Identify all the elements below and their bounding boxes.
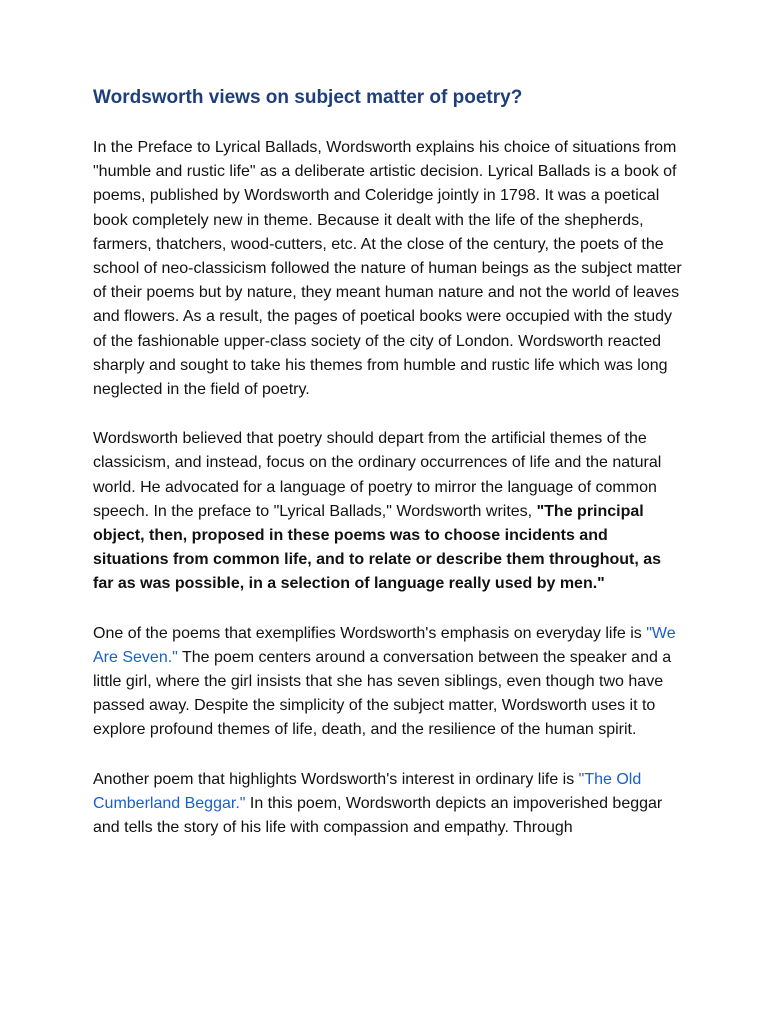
paragraph-preface [93,136,683,402]
paragraph-cumberland-beggar-rest: In this poem, Wordsworth depicts an impoverished beggar and tells the story of his life with compassion and empathy. Through [93,794,663,837]
paragraph-language [93,427,683,596]
paragraph-we-are-seven-intro: One of the poems that exemplifies Wordsworth's emphasis on everyday life is [93,624,647,642]
paragraph-we-are-seven [93,622,683,743]
document-title: Wordsworth views on subject matter of poetry? [93,87,523,108]
paragraph-preface-text: In the Preface to Lyrical Ballads, Wordsworth explains his choice of situations from "humble and rustic life" as a deliberate artistic decision. Lyrical Ballads is a book of poems, published by Wordsworth and Coleridge jointly in 1798. It was a poetical book completely new in theme. Because it dealt with the life of the shepherds, farmers, thatchers, wood-cutters, etc. At the close of the century, the poets of the school of neo-classicism followed the nature of human beings as the subject matter of their poems but by nature, they meant human nature and not the world of leaves and flowers. As a result, the pages of poetical books were occupied with the study of the fashionable upper-class society of the city of London. Wordsworth reacted sharply and sought to take his themes from humble and rustic life which was long neglected in the field of poetry. [93,139,682,399]
paragraph-language-intro: Wordsworth believed that poetry should depart from the artificial themes of the classicism, and instead, focus on the ordinary occurrences of life and the natural world. He advocated for a language of poetry to mirror the language of common speech. In the preface to "Lyrical Ballads," Wordsworth writes, [93,430,662,520]
paragraph-cumberland-beggar-intro: Another poem that highlights Wordsworth's interest in ordinary life is [93,770,579,788]
we-are-seven-link[interactable]: "We Are Seven." [93,624,676,666]
wordsworth-quote: "The principal object, then, proposed in these poems was to choose incidents and situations from common life, and to relate or describe them throughout, as far as was possible, in a selection of language really used by men." [93,502,662,593]
old-cumberland-beggar-link[interactable]: "The Old Cumberland Beggar." [93,770,642,812]
document-page [93,86,683,840]
paragraph-cumberland-beggar [93,768,683,841]
paragraph-we-are-seven-rest: The poem centers around a conversation between the speaker and a little girl, where the girl insists that she has seven siblings, even though two have passed away. Despite the simplicity of the subject matter, Wordsworth uses it to explore profound themes of life, death, and the resilience of the human spirit. [93,648,672,739]
